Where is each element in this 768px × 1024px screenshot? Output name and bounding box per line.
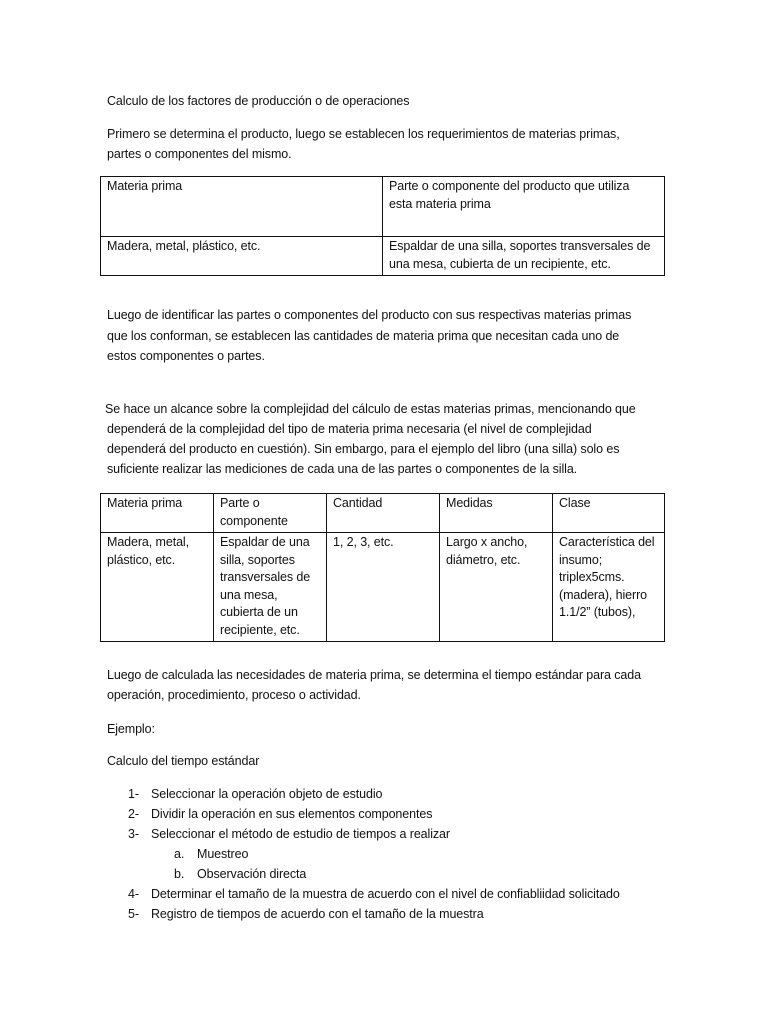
table-header-cell: [440, 494, 553, 533]
header-clase: Clase: [559, 496, 591, 510]
table-cell: [101, 237, 383, 276]
list-text: Seleccionar la operación objeto de estudio: [151, 787, 383, 801]
list-item: [128, 784, 668, 804]
row-parte-line-2: una mesa, cubierta de un recipiente, etc.: [389, 256, 611, 271]
cantidad-value: 1, 2, 3, etc.: [333, 535, 394, 549]
list-text: Determinar el tamaño de la muestra de acuerdo con el nivel de confiabliidad solicitado: [151, 887, 620, 901]
header-parte-line-2: esta materia prima: [389, 196, 491, 211]
parte-line-1: Espaldar de una: [220, 535, 310, 549]
materia-line-1: Madera, metal,: [107, 535, 189, 549]
para3-line-3: dependerá del producto en cuestión). Sin embargo, para el ejemplo del libro (una silla) solo es: [107, 442, 620, 456]
list-item: [128, 884, 688, 904]
list-item: [174, 844, 474, 864]
clase-line-1: Característica del: [559, 535, 655, 549]
list-item: [128, 904, 668, 924]
table-cell: [327, 533, 440, 642]
clase-line-3: triplex5cms.: [559, 570, 625, 584]
list-number: a.: [174, 847, 185, 861]
header-materia-prima: Materia prima: [107, 179, 183, 193]
table-header-row: [101, 494, 665, 533]
table-row: [101, 533, 665, 642]
clase-line-2: insumo;: [559, 552, 603, 567]
list-text: Seleccionar el método de estudio de tiempos a realizar: [151, 827, 450, 841]
subheading: Calculo del tiempo estándar: [107, 754, 260, 768]
header-parte-line-1: Parte o componente del producto que utiliza: [389, 179, 630, 193]
table-header-cell: [553, 494, 665, 533]
para3-line-4: suficiente realizar las mediciones de cada una de las partes o componentes de la silla.: [107, 462, 578, 476]
header-parte-line-1: Parte o: [220, 496, 260, 510]
list-text: Observación directa: [197, 867, 307, 881]
header-medidas: Medidas: [446, 496, 493, 510]
header-cantidad: Cantidad: [333, 496, 383, 510]
clase-line-5: 1.1/2” (tubos),: [559, 605, 636, 619]
para4-line-1: Luego de calculada las necesidades de materia prima, se determina el tiempo estándar para cada: [107, 668, 641, 682]
table-header-cell: [327, 494, 440, 533]
document-heading: Calculo de los factores de producción o de operaciones: [107, 94, 410, 108]
table-cell: [383, 237, 665, 276]
materia-line-2: plástico, etc.: [107, 552, 176, 567]
table-cell: [553, 533, 665, 642]
table-header-row: [101, 177, 665, 237]
table-cell: [440, 533, 553, 642]
list-number: 2-: [128, 807, 139, 821]
para2-line-1: Luego de identificar las partes o componentes del producto con sus respectivas materias primas: [107, 308, 632, 322]
row-parte-line-1: Espaldar de una silla, soportes transversales de: [389, 239, 651, 253]
intro-line-1: Primero se determina el producto, luego se establecen los requerimientos de materias primas,: [107, 127, 620, 141]
list-number: 5-: [128, 907, 139, 921]
medidas-line-2: diámetro, etc.: [446, 552, 521, 567]
header-materia-prima: Materia prima: [107, 496, 183, 510]
list-number: 4-: [128, 887, 139, 901]
table-header-cell: [383, 177, 665, 237]
list-number: 1-: [128, 787, 139, 801]
clase-line-4: (madera), hierro: [559, 587, 648, 602]
para2-line-2: que los conforman, se establecen las cantidades de materia prima que necesitan cada uno de: [107, 329, 620, 343]
list-item: [174, 864, 474, 884]
header-parte-line-2: componente: [220, 513, 288, 528]
list-text: Dividir la operación en sus elementos componentes: [151, 807, 433, 821]
parte-line-4: una mesa,: [220, 587, 278, 602]
table-cell: [101, 533, 214, 642]
list-item: [128, 804, 668, 824]
example-label: Ejemplo:: [107, 722, 155, 736]
para3-line-1: Se hace un alcance sobre la complejidad del cálculo de estas materias primas, mencionando que: [105, 402, 636, 416]
table-cell: [214, 533, 327, 642]
materials-table: [100, 176, 665, 276]
components-table: [100, 493, 665, 642]
table-row: [101, 237, 665, 276]
list-number: b.: [174, 867, 185, 881]
para3-line-2: dependerá de la complejidad del tipo de materia prima necesaria (el nivel de complejidad: [107, 422, 592, 436]
list-number: 3-: [128, 827, 139, 841]
parte-line-6: recipiente, etc.: [220, 622, 300, 637]
list-text: Registro de tiempos de acuerdo con el tamaño de la muestra: [151, 907, 484, 921]
table-header-cell: [101, 494, 214, 533]
intro-line-2: partes o componentes del mismo.: [107, 147, 292, 161]
parte-line-3: transversales de: [220, 570, 311, 584]
list-item: [128, 824, 668, 844]
para4-line-2: operación, procedimiento, proceso o actividad.: [107, 688, 361, 702]
table-header-cell: [214, 494, 327, 533]
row-materia: Madera, metal, plástico, etc.: [107, 239, 261, 253]
table-header-cell: [101, 177, 383, 237]
parte-line-2: silla, soportes: [220, 552, 295, 567]
medidas-line-1: Largo x ancho,: [446, 535, 528, 549]
para2-line-3: estos componentes o partes.: [107, 349, 265, 363]
parte-line-5: cubierta de un: [220, 605, 298, 619]
list-text: Muestreo: [197, 847, 249, 861]
